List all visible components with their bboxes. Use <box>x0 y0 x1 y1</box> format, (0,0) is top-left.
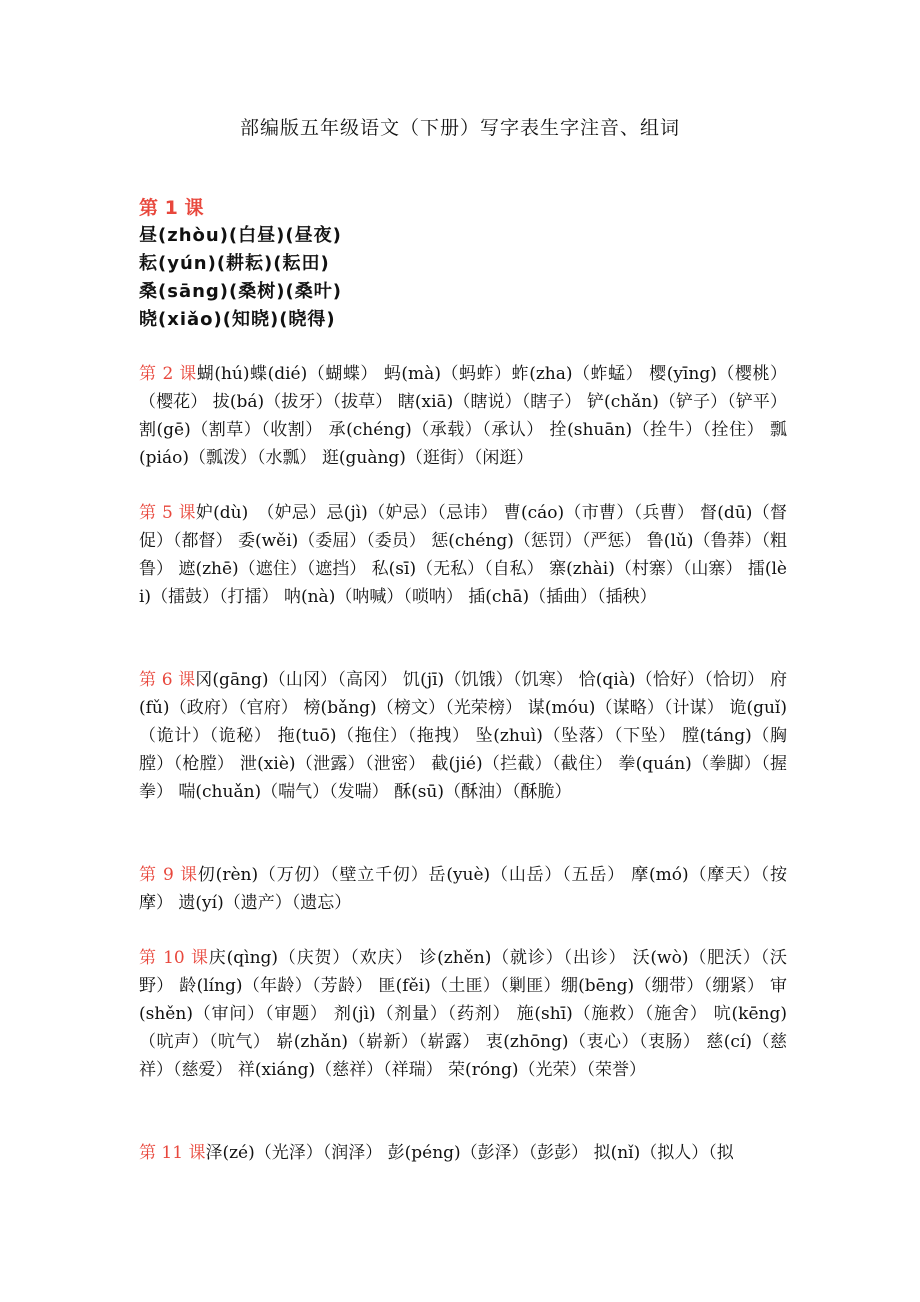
lesson-1-section <box>139 194 799 334</box>
lesson-9-text: 仞(rèn)（万仞）（壁立千仞）岳(yuè)（山岳）（五岳） 摩(mó)（摩天）（按摩） 遗(yí)（遗产）（遗忘） <box>139 865 787 913</box>
lesson-1-entry: 桑(sāng)(桑树)(桑叶) <box>139 281 342 302</box>
lesson-1-entry: 晓(xiǎo)(知晓)(晓得) <box>139 309 336 330</box>
lesson-2-label: 第 2 课 <box>139 364 197 384</box>
lesson-2-section <box>139 360 787 472</box>
lesson-9-section <box>139 861 787 917</box>
lesson-5-text: 妒(dù) （妒忌）忌(jì)（妒忌）（忌讳） 曹(cáo)（市曹）（兵曹） 督(dū)（督促）（都督） 委(wěi)（委屈）（委员） 惩(chéng)（惩罚）（严惩） 鲁(lǔ)（鲁莽）（粗鲁） 遮(zhē)（遮住）（遮挡） 私(sī)（无私）（自私） 寨(zhài)（村寨）（山寨） 擂(lèi)（擂鼓）（打擂） 呐(nà)（呐喊）（唢呐） 插(chā)（插曲）（插秧） <box>139 503 787 607</box>
page-title: 部编版五年级语文（下册）写字表生字注音、组词 <box>239 117 680 139</box>
lesson-6-section <box>139 666 787 806</box>
lesson-5-label: 第 5 课 <box>139 503 196 523</box>
lesson-2-text: 蝴(hú)蝶(dié)（蝴蝶） 蚂(mà)（蚂蚱）蚱(zha)（蚱蜢） 樱(yīng)（樱桃）（樱花） 拔(bá)（拔牙）（拔草） 瞎(xiā)（瞎说）（瞎子） 铲(chǎn)（铲子）（铲平） 割(gē)（割草）（收割） 承(chéng)（承载）（承认） 拴(shuān)（拴牛）（拴住） 瓢(piáo)（瓢泼）（水瓢） 逛(guàng)（逛街）（闲逛） <box>139 364 788 468</box>
lesson-9-label: 第 9 课 <box>139 865 198 885</box>
lesson-1-entry: 昼(zhòu)(白昼)(昼夜) <box>139 225 342 246</box>
lesson-11-section <box>139 1139 787 1167</box>
lesson-10-section <box>139 944 787 1084</box>
lesson-5-section <box>139 499 787 611</box>
lesson-6-text: 冈(gāng)（山冈）（高冈） 饥(jī)（饥饿）（饥寒） 恰(qià)（恰好）（恰切） 府(fǔ)（政府）（官府） 榜(bǎng)（榜文）（光荣榜） 谋(móu)（谋略）（计谋） 诡(guǐ)（诡计）（诡秘） 拖(tuō)（拖住）（拖拽） 坠(zhuì)（坠落）（下坠） 膛(táng)（胸膛）（枪膛） 泄(xiè)（泄露）（泄密） 截(jié)（拦截）（截住） 拳(quán)（拳脚）（握拳） 喘(chuǎn)（喘气）（发喘） 酥(sū)（酥油）（酥脆） <box>139 670 788 802</box>
lesson-10-text: 庆(qìng)（庆贺）（欢庆） 诊(zhěn)（就诊）（出诊） 沃(wò)（肥沃）（沃野） 龄(líng)（年龄）（芳龄） 匪(fěi)（土匪）（剿匪）绷(bēng)（绷带）（绷紧） 审(shěn)（审问）（审题） 剂(jì)（剂量）（药剂） 施(shī)（施救）（施舍） 吭(kēng)（吭声）（吭气） 崭(zhǎn)（崭新）（崭露） 衷(zhōng)（衷心）（衷肠） 慈(cí)（慈祥）（慈爱） 祥(xiáng)（慈祥）（祥瑞） 荣(róng)（光荣）（荣誉） <box>139 948 787 1080</box>
lesson-11-text: 泽(zé)（光泽）（润泽） 彭(péng)（彭泽）（彭彭） 拟(nǐ)（拟人）（拟 <box>205 1143 734 1163</box>
lesson-6-label: 第 6 课 <box>139 670 196 690</box>
lesson-10-label: 第 10 课 <box>139 948 209 968</box>
lesson-1-label: 第 1 课 <box>139 197 204 219</box>
lesson-11-label: 第 11 课 <box>139 1143 206 1163</box>
lesson-1-entry: 耘(yún)(耕耘)(耘田) <box>139 253 330 274</box>
